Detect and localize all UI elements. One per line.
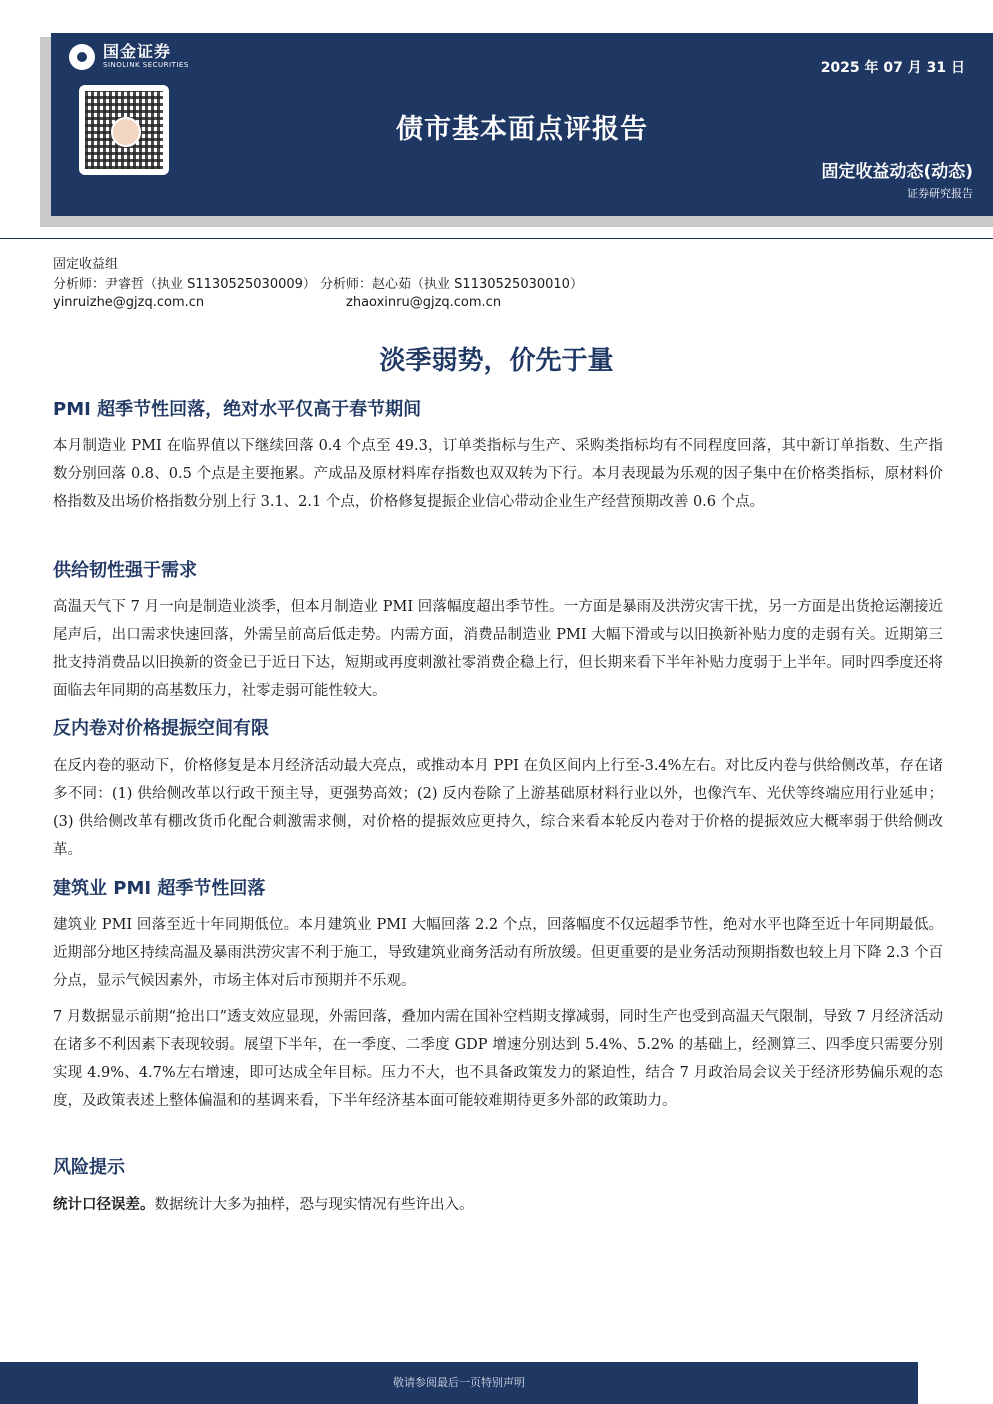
section-heading-2: 供给韧性强于需求 [53,560,197,581]
report-title: 债市基本面点评报告 [396,114,648,145]
analyst-email-2[interactable]: zhaoxinru@gjzq.com.cn [346,295,502,310]
risk-text: 数据统计大多为抽样，恐与现实情况有些许出入。 [154,1197,474,1213]
section-paragraph-5: 7 月数据显示前期“抢出口”透支效应显现，外需回落，叠加内需在国补空档期支撑减弱，同时生产也受到高温天气限制，导致 7 月经济活动在诸多不利因素下表现较弱。展望下半年，在一季度、二季度 GDP 增速分别达到 5.4%、5.2% 的基础上，经测算三、四季度只需要分别实现 4.9%、4.7%左右增速，即可达成全年目标。压力不大，也不具备政策发力的紧迫性，结合 7 月政治局会议关于经济形势偏乐观的态度，及政策表述上整体偏温和的基调来看，下半年经济基本面可能较难期待更多外部的政策助力。 [53,1009,943,1109]
company-logo [69,43,189,70]
report-category: 固定收益动态(动态) [821,162,973,182]
analyst-info: 分析师：尹睿哲（执业 S1130525030009） 分析师：赵心茹（执业 S1130525030010） [53,277,583,292]
analyst-email-1[interactable]: yinruizhe@gjzq.com.cn [53,295,205,310]
logo-english-text: SINOLINK SECURITIES [103,61,189,69]
analyst-emails [53,295,501,310]
section-heading-4: 建筑业 PMI 超季节性回落 [53,878,266,899]
report-subcategory: 证券研究报告 [907,187,973,200]
section-paragraph-4: 建筑业 PMI 回落至近十年同期低位。本月建筑业 PMI 大幅回落 2.2 个点，回落幅度不仅远超季节性，绝对水平也降至近十年同期最低。近期部分地区持续高温及暴雨洪涝灾害不利于施工，导致建筑业商务活动有所放缓。但更重要的是业务活动预期指数也较上月下降 2.3 个百分点，显示气候因素外，市场主体对后市预期并不乐观。 [53,917,943,989]
footer-disclaimer: 敬请参阅最后一页特别声明 [0,1362,918,1404]
section-paragraph-2: 高温天气下 7 月一向是制造业淡季，但本月制造业 PMI 回落幅度超出季节性。一方面是暴雨及洪涝灾害干扰，另一方面是出货抢运潮接近尾声后，出口需求快速回落，外需呈前高后低走势。内需方面，消费品制造业 PMI 大幅下滑或与以旧换新补贴力度的走弱有关。近期第三批支持消费品以旧换新的资金已于近日下达，短期或再度刺激社零消费企稳上行，但长期来看下半年补贴力度弱于上半年。同时四季度还将面临去年同期的高基数压力，社零走弱可能性较大。 [53,599,943,699]
section-paragraph-3: 在反内卷的驱动下，价格修复是本月经济活动最大亮点，或推动本月 PPI 在负区间内上行至-3.4%左右。对比反内卷与供给侧改革，存在诸多不同：(1) 供给侧改革以行政干预主导，更强势高效；(2) 反内卷除了上游基础原材料行业以外，也像汽车、光伏等终端应用行业延申；(3) 供给侧改革有棚改货币化配合刺激需求侧，对价格的提振效应更持久，综合来看本轮反内卷对于价格的提振效应大概率弱于供给侧改革。 [53,758,943,858]
risk-paragraph [53,1191,943,1219]
header-banner [51,33,993,216]
risk-heading: 风险提示 [53,1157,125,1178]
report-date: 2025 年 07 月 31 日 [820,60,965,76]
section-heading-1: PMI 超季节性回落，绝对水平仅高于春节期间 [53,399,422,420]
risk-bold-label: 统计口径误差。 [53,1196,155,1213]
logo-chinese-text: 国金证券 [103,42,172,61]
section-paragraph-1: 本月制造业 PMI 在临界值以下继续回落 0.4 个点至 49.3，订单类指标与生产、采购类指标均有不同程度回落，其中新订单指数、生产指数分别回落 0.8、0.5 个点是主要拖累。产成品及原材料库存指数也双双转为下行。本月表现最为乐观的因子集中在价格类指标，原材料价格指数及出场价格指数分别上行 3.1、2.1 个点，价格修复提振企业信心带动企业生产经营预期改善 0.6 个点。 [53,438,943,510]
research-group: 固定收益组 [53,257,119,272]
main-title: 淡季弱势，价先于量 [379,346,614,376]
company-logo-icon [69,44,95,70]
section-heading-3: 反内卷对价格提振空间有限 [53,718,269,739]
header-divider [0,238,993,239]
